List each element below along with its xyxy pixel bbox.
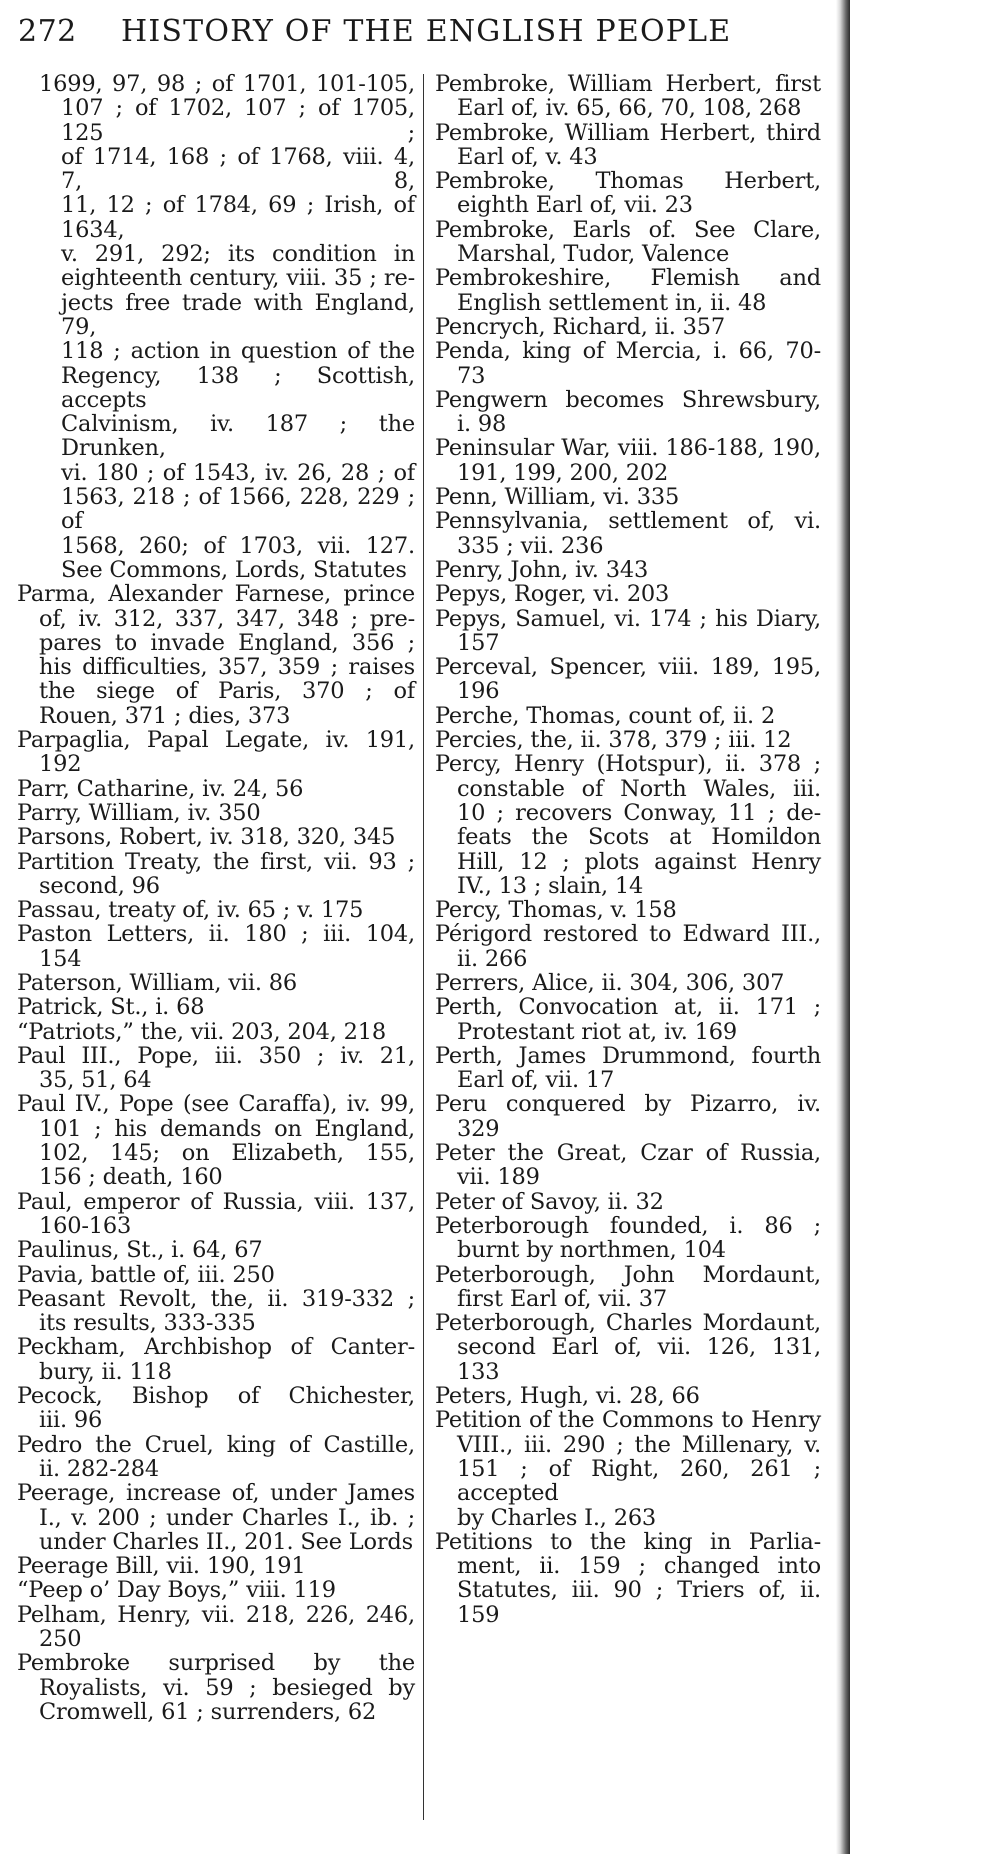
entry-line: 192: [39, 751, 82, 778]
entry-line: Paulinus, St., i. 64, 67: [17, 1237, 263, 1264]
entry-line: Percy, Thomas, v. 158: [435, 897, 677, 924]
entry-line: Pencrych, Richard, ii. 357: [435, 313, 725, 340]
entry-line: of, iv. 312, 337, 347, 348 ; pre-: [39, 605, 415, 632]
entry-line: Peckham, Archbishop of Canter-: [17, 1334, 415, 1361]
index-entry: [17, 1335, 415, 1384]
entry-line: 101 ; his demands on England,: [39, 1115, 415, 1142]
index-entry: [435, 266, 821, 315]
entry-line: Pembroke, William Herbert, third: [435, 119, 821, 146]
entry-line: Peterborough founded, i. 86 ;: [435, 1212, 821, 1239]
entry-line: 10 ; recovers Conway, 11 ; de-: [457, 799, 821, 826]
entry-line: Parpaglia, Papal Legate, iv. 191,: [17, 727, 415, 754]
entry-line: 35, 51, 64: [39, 1067, 152, 1094]
entry-line: Peterborough, Charles Mordaunt,: [435, 1310, 821, 1337]
entry-line: Penn, William, vi. 335: [435, 484, 680, 511]
entry-line: eighth Earl of, vii. 23: [457, 192, 693, 219]
entry-line: 160-163: [39, 1212, 132, 1239]
entry-line: Parr, Catharine, iv. 24, 56: [17, 775, 304, 802]
index-entry: [435, 898, 821, 922]
entry-line: Statutes, iii. 90 ; Triers of, ii. 159: [457, 1577, 821, 1628]
entry-line: 151 ; of Right, 260, 261 ; accepted: [457, 1455, 821, 1507]
entry-line: i. 98: [457, 411, 507, 438]
entry-line: Partition Treaty, the first, vii. 93 ;: [17, 848, 415, 875]
entry-line: “Patriots,” the, vii. 203, 204, 218: [17, 1018, 386, 1045]
index-entry: [435, 752, 821, 898]
entry-line: Patrick, St., i. 68: [17, 994, 205, 1021]
index-entry: [435, 655, 821, 704]
entry-line: Rouen, 371 ; dies, 373: [39, 702, 291, 729]
index-entry: [435, 1384, 821, 1408]
entry-line: Earl of, v. 43: [457, 143, 598, 170]
entry-line: Perth, Convocation at, ii. 171 ;: [435, 994, 821, 1021]
entry-line: Pembroke, Earls of. See Clare,: [435, 216, 821, 243]
index-entry: [17, 1554, 415, 1578]
entry-line: under Charles II., 201. See Lords: [39, 1528, 413, 1555]
index-entry: [435, 339, 821, 388]
entry-line: 107 ; of 1702, 107 ; of 1705, 125 ;: [61, 95, 415, 146]
page-edge-shadow: [836, 0, 850, 1854]
entry-line: Earl of, vii. 17: [457, 1067, 615, 1094]
entry-line: Penda, king of Mercia, i. 66, 70-73: [435, 338, 821, 389]
entry-line: Marshal, Tudor, Valence: [457, 241, 730, 268]
entry-line: constable of North Wales, iii.: [457, 775, 821, 802]
index-entry: [17, 1384, 415, 1433]
entry-line: second Earl of, vii. 126, 131, 133: [457, 1334, 821, 1385]
index-entry: [17, 728, 415, 777]
index-entry: [17, 971, 415, 995]
entry-line: his difficulties, 357, 359 ; raises: [39, 654, 415, 681]
index-column-right: [435, 72, 821, 1627]
entry-line: jects free trade with England, 79,: [61, 289, 415, 340]
index-entry: [435, 728, 821, 752]
entry-line: second, 96: [39, 872, 160, 899]
index-entry: [435, 1044, 821, 1093]
index-entry: [17, 922, 415, 971]
entry-line: vii. 189: [457, 1164, 540, 1191]
entry-line: v. 291, 292; its condition in: [61, 241, 415, 268]
entry-line: 1699, 97, 98 ; of 1701, 101-105,: [39, 71, 415, 97]
entry-line: Petition of the Commons to Henry: [435, 1407, 821, 1434]
entry-line: Pelham, Henry, vii. 218, 226, 246,: [17, 1601, 415, 1628]
entry-line: the siege of Paris, 370 ; of: [39, 678, 415, 705]
entry-line: 1568, 260; of 1703, vii. 127.: [61, 532, 415, 559]
entry-line: its results, 333-335: [39, 1310, 256, 1337]
index-entry: [435, 509, 821, 558]
entry-line: Calvinism, iv. 187 ; the Drunken,: [61, 411, 415, 462]
entry-line: Paul IV., Pope (see Caraffa), iv. 99,: [17, 1091, 415, 1118]
entry-line: Parry, William, iv. 350: [17, 799, 261, 826]
index-entry: [435, 971, 821, 995]
index-entry: [435, 558, 821, 582]
entry-line: Perceval, Spencer, viii. 189, 195,: [435, 654, 821, 681]
entry-line: Périgord restored to Edward III.,: [435, 921, 821, 948]
index-entry: [435, 1141, 821, 1190]
entry-line: Perth, James Drummond, fourth: [435, 1042, 821, 1069]
entry-line: Pembroke, William Herbert, first: [435, 71, 821, 97]
index-entry: [435, 582, 821, 606]
index-entry: [17, 995, 415, 1019]
index-entry: [435, 1190, 821, 1214]
entry-line: Paul III., Pope, iii. 350 ; iv. 21,: [17, 1042, 415, 1069]
entry-line: Perrers, Alice, ii. 304, 306, 307: [435, 969, 785, 996]
entry-line: Parsons, Robert, iv. 318, 320, 345: [17, 824, 396, 851]
entry-line: Penry, John, iv. 343: [435, 556, 649, 583]
entry-line: English settlement in, ii. 48: [457, 289, 767, 316]
index-entry: [17, 72, 415, 582]
entry-line: Cromwell, 61 ; surrenders, 62: [39, 1698, 377, 1725]
index-entry: [17, 1044, 415, 1093]
entry-line: Regency, 138 ; Scottish, accepts: [61, 362, 415, 413]
entry-line: Paul, emperor of Russia, viii. 137,: [17, 1188, 415, 1215]
entry-line: Protestant riot at, iv. 169: [457, 1018, 738, 1045]
index-entry: [435, 169, 821, 218]
entry-line: Pepys, Roger, vi. 203: [435, 581, 670, 608]
page-title: HISTORY OF THE ENGLISH PEOPLE: [121, 14, 732, 49]
entry-line: Pembroke surprised by the: [17, 1650, 415, 1677]
entry-line: 118 ; action in question of the: [61, 338, 415, 365]
index-entry: [17, 1020, 415, 1044]
entry-line: Pengwern becomes Shrewsbury,: [435, 386, 821, 413]
entry-line: eighteenth century, viii. 35 ; re-: [61, 265, 415, 292]
index-entry: [435, 485, 821, 509]
entry-line: “Peep o’ Day Boys,” viii. 119: [17, 1577, 336, 1604]
entry-line: bury, ii. 118: [39, 1358, 172, 1385]
index-entry: [435, 1530, 821, 1627]
entry-line: Peter of Savoy, ii. 32: [435, 1188, 664, 1215]
entry-line: ii. 282-284: [39, 1455, 159, 1482]
entry-line: Peru conquered by Pizarro, iv.: [435, 1091, 821, 1118]
entry-line: Percy, Henry (Hotspur), ii. 378 ;: [435, 751, 821, 778]
entry-line: Pecock, Bishop of Chichester,: [17, 1383, 415, 1410]
entry-line: Pembrokeshire, Flemish and: [435, 265, 821, 292]
entry-line: Perche, Thomas, count of, ii. 2: [435, 702, 776, 729]
entry-line: 329: [457, 1115, 500, 1142]
entry-line: Petitions to the king in Parlia-: [435, 1528, 821, 1555]
index-entry: [17, 1092, 415, 1189]
index-entry: [435, 1263, 821, 1312]
entry-line: Peter the Great, Czar of Russia,: [435, 1140, 821, 1167]
column-divider: [423, 74, 424, 1820]
entry-line: ii. 266: [457, 945, 528, 972]
index-entry: [17, 777, 415, 801]
index-entry: [17, 1287, 415, 1336]
entry-line: Parma, Alexander Farnese, prince: [17, 581, 415, 608]
entry-line: 250: [39, 1626, 82, 1652]
entry-line: 191, 199, 200, 202: [457, 459, 669, 486]
index-entry: [17, 825, 415, 849]
entry-line: of 1714, 168 ; of 1768, viii. 4, 7, 8,: [61, 143, 415, 195]
index-entry: [17, 1481, 415, 1554]
entry-line: burnt by northmen, 104: [457, 1237, 726, 1264]
entry-line: 157: [457, 629, 500, 656]
index-entry: [435, 1311, 821, 1384]
entry-line: 102, 145; on Elizabeth, 155,: [39, 1140, 415, 1167]
index-entry: [435, 1214, 821, 1263]
index-entry: [435, 121, 821, 170]
entry-line: feats the Scots at Homildon: [457, 824, 821, 851]
index-entry: [17, 1263, 415, 1287]
entry-line: Pepys, Samuel, vi. 174 ; his Diary,: [435, 605, 821, 632]
entry-line: 1563, 218 ; of 1566, 228, 229 ; of: [61, 484, 415, 535]
index-entry: [17, 1603, 415, 1652]
entry-line: Hill, 12 ; plots against Henry: [457, 848, 821, 875]
entry-line: iii. 96: [39, 1407, 103, 1434]
entry-line: pares to invade England, 356 ;: [39, 629, 415, 656]
entry-line: vi. 180 ; of 1543, iv. 26, 28 ; of: [61, 459, 415, 486]
index-entry: [435, 72, 821, 121]
page-margin: [850, 0, 1000, 1854]
index-entry: [435, 315, 821, 339]
index-entry: [17, 1651, 415, 1724]
entry-line: Percies, the, ii. 378, 379 ; iii. 12: [435, 727, 792, 754]
index-entry: [435, 388, 821, 437]
entry-line: Peasant Revolt, the, ii. 319-332 ;: [17, 1285, 415, 1312]
index-entry: [17, 582, 415, 728]
entry-line: 196: [457, 678, 500, 705]
entry-line: Peters, Hugh, vi. 28, 66: [435, 1383, 700, 1410]
index-entry: [435, 922, 821, 971]
entry-line: Pennsylvania, settlement of, vi.: [435, 508, 821, 535]
entry-line: Paston Letters, ii. 180 ; iii. 104, 154: [17, 921, 415, 972]
entry-line: Passau, treaty of, iv. 65 ; v. 175: [17, 897, 364, 924]
page-number: 272: [18, 14, 77, 49]
entry-line: I., v. 200 ; under Charles I., ib. ;: [39, 1504, 415, 1531]
entry-line: Peerage Bill, vii. 190, 191: [17, 1553, 306, 1580]
entry-line: Pavia, battle of, iii. 250: [17, 1261, 275, 1288]
entry-line: VIII., iii. 290 ; the Millenary, v.: [457, 1431, 821, 1458]
index-column-left: [17, 72, 415, 1724]
entry-line: See Commons, Lords, Statutes: [61, 556, 407, 583]
entry-line: 156 ; death, 160: [39, 1164, 223, 1191]
entry-line: Pembroke, Thomas Herbert,: [435, 168, 821, 195]
index-entry: [17, 1190, 415, 1239]
index-entry: [17, 801, 415, 825]
index-entry: [435, 436, 821, 485]
entry-line: Earl of, iv. 65, 66, 70, 108, 268: [457, 95, 802, 122]
entry-line: IV., 13 ; slain, 14: [457, 872, 644, 899]
entry-line: Peterborough, John Mordaunt,: [435, 1261, 821, 1288]
index-entry: [435, 1092, 821, 1141]
entry-line: first Earl of, vii. 37: [457, 1285, 667, 1312]
index-entry: [435, 704, 821, 728]
entry-line: Peninsular War, viii. 186-188, 190,: [435, 435, 821, 462]
entry-line: Pedro the Cruel, king of Castille,: [17, 1431, 415, 1458]
entry-line: Peerage, increase of, under James: [17, 1480, 415, 1507]
entry-line: ment, ii. 159 ; changed into: [457, 1553, 821, 1580]
entry-line: 11, 12 ; of 1784, 69 ; Irish, of 1634,: [61, 192, 415, 243]
index-entry: [17, 1238, 415, 1262]
index-entry: [435, 995, 821, 1044]
entry-line: Royalists, vi. 59 ; besieged by: [39, 1674, 415, 1701]
entry-line: 335 ; vii. 236: [457, 532, 604, 559]
index-entry: [435, 1408, 821, 1529]
index-entry: [435, 218, 821, 267]
index-entry: [17, 1433, 415, 1482]
index-entry: [17, 898, 415, 922]
entry-line: Paterson, William, vii. 86: [17, 969, 297, 996]
index-entry: [435, 607, 821, 656]
running-header: [18, 12, 828, 52]
index-entry: [17, 1578, 415, 1602]
index-entry: [17, 850, 415, 899]
entry-line: by Charles I., 263: [457, 1504, 657, 1531]
